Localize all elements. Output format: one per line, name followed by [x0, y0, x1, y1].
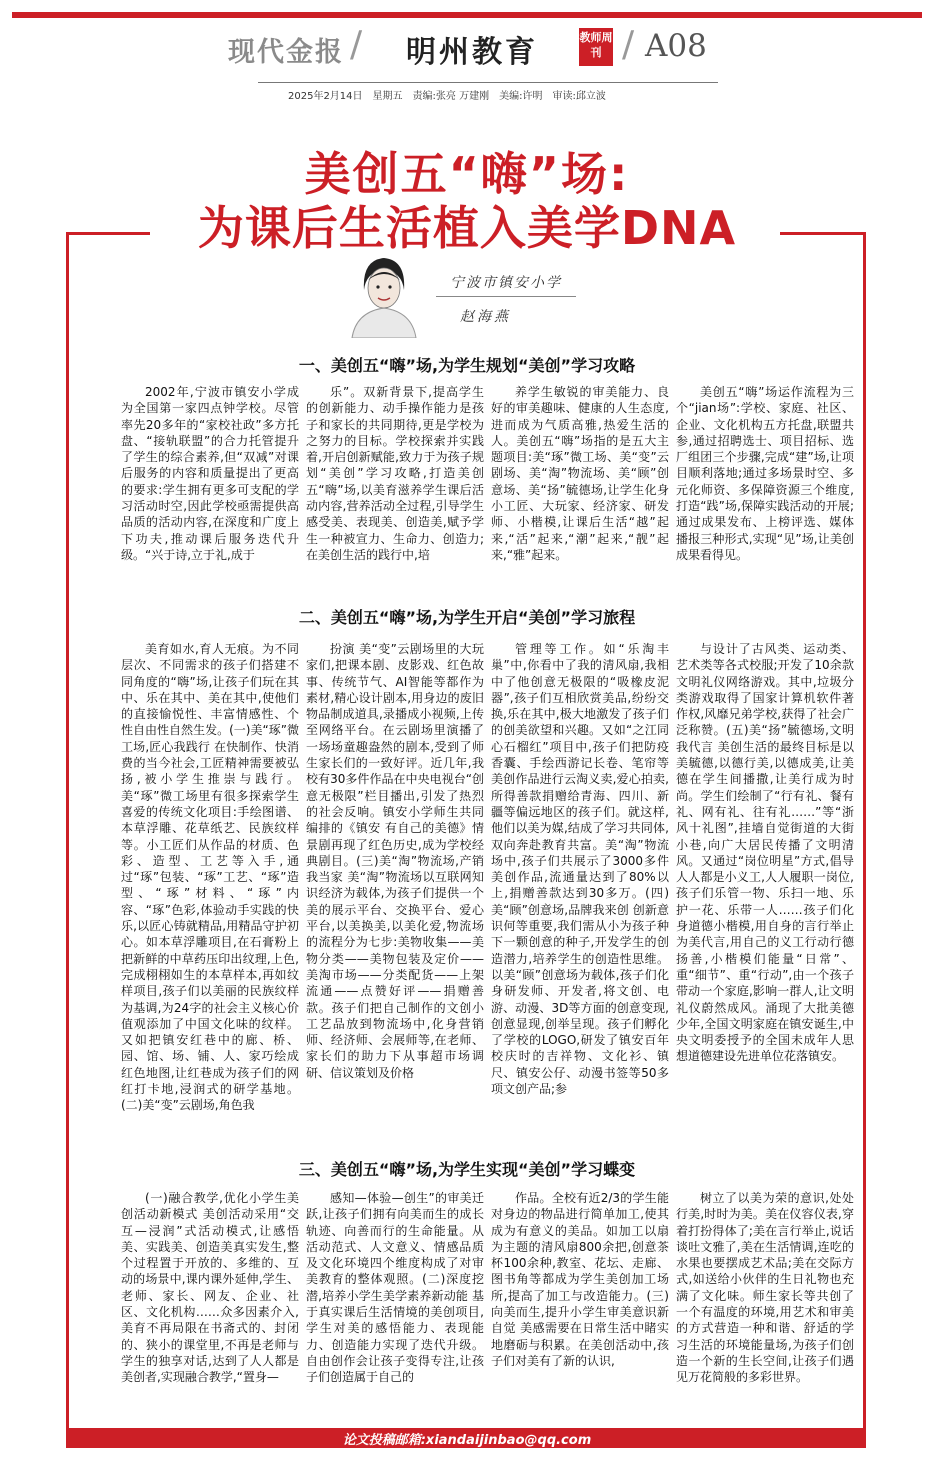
- article-column: 养学生敏锐的审美能力、良好的审美趣味、健康的人生态度,进而成为气质高雅,热爱生活的人。美创五“嗨”场指的是五大主题项目:美“琢”微工场、美“变”云剧场、美“淘”物流场、美“顾”创意场、美“扬”毓德场,让学生化身小工匠、大玩家、经济家、研发师、小楷模,让课后生活“越”起来,“活”起来,“潮”起来,“靓”起来,“雅”起来。: [491, 385, 669, 562]
- article-column: 扮演 美“变”云剧场里的大玩家们,把课本剧、皮影戏、红色故事、传统节气、AI智能等都作为素材,精心设计剧本,用身边的废旧物品制成道具,录播成小视频,上传至网络平台。在云剧场里演播了一场场童趣盎然的剧本,受到了师生家长们的一致好评。近几年,我校有30多件作品在中央电视台“创意无极限”栏目播出,引发了热烈的社会反响。镇安小学师生共同编排的《镇安 有自己的美德》情景剧再现了红色历史,成为学校经典剧目。(三)美“淘”物流场,产销我当家 美“淘”物流场以互联网知识经济为载体,为孩子们提供一个美的展示平台、交换平台、爱心平台,以美换美,以美化爱,物流场的流程分为七步:美物收集——美物分类——美物包装及定价——美淘市场——分类配货——上架流通——点赞好评——捐赠善款。孩子们把自己制作的文创小工艺品放到物流场中,化身营销师、经济师、会展师等,在老师、家长们的助力下从事超市场调研、信议策划及价格: [306, 642, 484, 1080]
- issue-meta: 2025年2月14日 星期五 责编:张亮 万建刚 美编:许明 审读:邱立波: [288, 91, 606, 102]
- article-column: 感知—体验—创生”的审美迁跃,让孩子们拥有向美而生的成长轨迹、向善而行的生命能量。从活动范式、人文意义、情感品质及文化环境四个维度构成了对审美教育的整体观照。(二)深度挖潜,培养小学生美学素养新动能 基于真实课后生活情境的美创项目,学生对美的感悟能力、表现能力、创造能力实现了迭代升级。自由创作会让孩子变得专注,让孩子们创造属于自己的: [306, 1191, 484, 1385]
- article-column: (一)融合教学,优化小学生美创活动新模式 美创活动采用“交互—浸润”式活动模式,让感悟美、实践美、创造美真实发生,整个过程置于开放的、多维的、互动的场景中,课内课外延伸,学生、老师、家长、网友、企业、社区、文化机构……众多因素介入,美育不再局限在书斋式的、封闭的、狭小的课堂里,不再是老师与学生的独享对话,达到了人人都是美创者,实现融合教学,“置身—: [121, 1191, 299, 1385]
- top-red-bar: [12, 12, 922, 18]
- section-heading-2: 二、美创五“嗨”场,为学生开启“美创”学习旅程: [298, 608, 636, 627]
- headline-line1: 美创五“嗨”场:: [304, 147, 630, 201]
- article-column: 树立了以美为荣的意识,处处行美,时时为美。美在仪容仪表,穿着打扮得体了;美在言行举止,说话谈吐文雅了,美在生活情调,连吃的水果也要摆成艺术品;美在交际方式,如送给小伙伴的生日礼物也充满了文化味。师生家长等共创了一个有温度的环境,用艺术和审美的方式营造一种和谐、舒适的学习生活的环境能量场,为孩子们创造一个新的生长空间,让孩子们遇见万花简般的多彩世界。: [676, 1191, 854, 1385]
- section-badge: 教师周刊: [579, 28, 613, 66]
- author-portrait: [342, 250, 426, 338]
- paper-name: 现代金报: [228, 37, 344, 68]
- submission-email[interactable]: 论文投稿邮箱:xiandaijinbao@qq.com: [342, 1433, 592, 1448]
- section-heading-1: 一、美创五“嗨”场,为学生规划“美创”学习攻略: [298, 356, 636, 375]
- page-number: A08: [645, 28, 707, 64]
- article-column: 乐”。双新背景下,提高学生的创新能力、动手操作能力是孩子和家长的共同期待,更是学校为之努力的目标。学校探索并实践着,开启创新赋能,致力于为孩子规划“美创”学习攻略,打造美创五“嗨”场,以美育滋养学生课后活动内容,营养活动全过程,引导学生感受美、表现美、创造美,赋予学生一种被宣力、生命力、创造力;在美创生活的践行中,培: [306, 385, 484, 562]
- article-column: 美创五“嗨”场运作流程为三个“jian场”:学校、家庭、社区、企业、文化机构五方托盘,联盟共参,通过招聘选士、项目招标、选厂组团三个步骤,完成“建”场,让项目顺利落地;通过多场景时空、多元化师资、多保障资源三个维度,打造“践”场,保障实践活动的开展;通过成果发布、上榜评选、媒体播报三种形式,实现“见”场,让美创成果看得见。: [676, 385, 854, 562]
- section-heading-3: 三、美创五“嗨”场,为学生实现“美创”学习蝶变: [298, 1160, 636, 1179]
- article-column: 作品。全校有近2/3的学生能对身边的物品进行简单加工,使其成为有意义的美品。如加工以扇为主题的清风扇800余把,创意茶杯100余种,教室、花坛、走廊、图书角等都成为学生美创加工场所,提高了加工与改造能力。(三)向美而生,提升小学生审美意识新自觉 美感需要在日常生活中睹实地磨砺与积累。在美创活动中,孩子们对美有了新的认识,: [491, 1191, 669, 1368]
- divider-slash: /: [350, 24, 363, 65]
- section-name: 明州教育: [406, 35, 538, 70]
- article-column: 与设计了古风类、运动类、艺术类等各式校服;开发了10余款文明礼仪网络游戏。其中,垃圾分类游戏取得了国家计算机软件著作权,风靡兄弟学校,获得了社会广泛称赞。(五)美“扬”毓德场,文明我代言 美创生活的最终目标是以美毓德,以德行美,以德成美,让美德在学生间播撒,让美行成为时尚。学生们绘制了“行有礼、餐有礼、网有礼、往有礼……”等“浙风十礼图”,挂墙自觉街道的大街小巷,向广大居民传播了文明清风。又通过“岗位明星”方式,倡导人人都是小义工,人人履职一岗位,孩子们乐管一物、乐扫一地、乐护一花、乐带一人……孩子们化身道德小楷模,用自身的言行举止为美代言,用自己的义工行动行德扬善,小楷模们能量“日常”、重“细节”、重“行动”,由一个孩子带动一个家庭,影响一群人,让文明礼仪蔚然成风。涌现了大批美德少年,全国文明家庭在镇安诞生,中央文明委授予的全国未成年人思想道德建设先进单位花落镇安。: [676, 642, 854, 1064]
- article-column: 管理等工作。如“乐淘丰巢”中,你看中了我的清风扇,我相中了他创意无极限的“吸橡皮泥器”,孩子们互相欣赏美品,纷纷交换,乐在其中,极大地激发了孩子们的创美欲望和兴趣。又如“之江同心石榴红”项目中,孩子们把防疫香囊、手绘西游记长卷、笔帘等美创作品进行云淘义卖,爱心拍卖,所得善款捐赠给青海、四川、新疆等偏远地区的孩子们。就这样,他们以美为媒,结成了学习共同体,双向奔赴教育共富。美“淘”物流场中,孩子们共展示了3000多件美创作品,流通量达到了80%以上,捐赠善款达到30多万。(四)美“顾”创意场,品牌我来创 创新意识何等重要,我们需从小为孩子种下一颗创意的种子,开发学生的创造潜力,培养学生的创造性思维。以美“顾”创意场为载体,孩子们化身研发师、开发者,将文创、电游、动漫、3D等方面的创意变现,创意显现,创举呈现。孩子们孵化了学校的LOGO,研发了镇安百年校庆时的吉祥物、文化衫、镇尺、镇安公仔、动漫书签等50多项文创产品;参: [491, 642, 669, 1097]
- headline-line2: 为课后生活植入美学DNA: [197, 201, 737, 255]
- frame-border: [863, 232, 866, 1446]
- frame-border: [66, 232, 69, 1446]
- author-name: 赵海燕: [460, 309, 511, 325]
- article-column: 美育如水,育人无痕。为不同层次、不同需求的孩子们搭建不同角度的“嗨”场,让孩子们玩在其中、乐在其中、美在其中,使他们的直接愉悦性、丰富情感性、个性自由性自然生发。(一)美“琢”微工场,匠心我践行 在快制作、快消费的当今社会,工匠精神需要被弘扬,被小学生推崇与践行。美“琢”微工场里有很多探索学生喜爱的传统文化项目:手绘图谱、本草浮雕、花草纸艺、民族纹样等。小工匠们从作品的材质、色彩、造型、工艺等入手,通过“琢”包装、“琢”工艺、“琢”造型、“琢”材料、“琢”内容、“琢”色彩,体验动手实践的快乐,以匠心铸就精品,用精品守护初心。如本草浮雕项目,在石膏粉上把新鲜的中草药压印出纹理,上色,完成栩栩如生的本草样本,再如纹样项目,孩子们以美丽的民族纹样为基调,为24字的社会主义核心价值观添加了中国文化味的纹样。又如把镇安红巷中的廊、桥、园、馆、场、铺、人、家巧绘成红色地图,让红巷成为孩子们的网红打卡地,浸润式的研学基地。(二)美“变”云剧场,角色我: [121, 642, 299, 1113]
- author-school: 宁波市镇安小学: [450, 275, 562, 291]
- byline-rule: [436, 296, 576, 297]
- divider-slash: /: [622, 24, 635, 65]
- masthead-rule: [258, 82, 718, 83]
- article-column: 2002年,宁波市镇安小学成为全国第一家四点钟学校。尽管率先20多年的“家校社政”多方托盘、“接轨联盟”的合力托管提升了学生的综合素养,但“双减”对课后服务的内容和质量提出了更高的要求:学生拥有更多可支配的学习活动时空,因此学校亟需提供高品质的活动内容,在深度和广度上下功夫,推动课后服务迭代升级。“兴于诗,立于礼,成于: [121, 385, 299, 562]
